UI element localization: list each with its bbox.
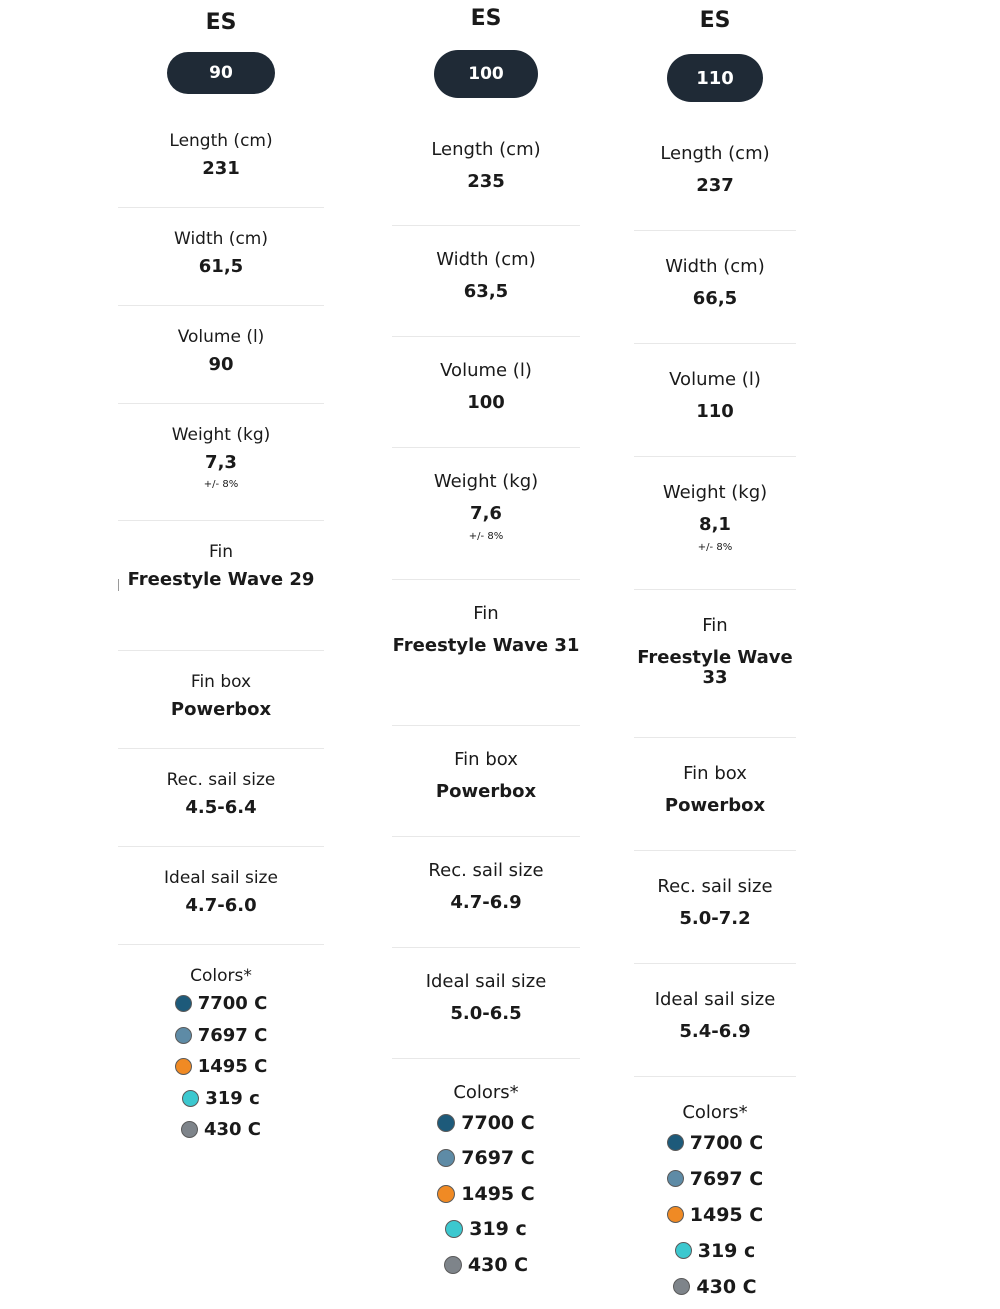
color-dot-icon <box>181 1121 198 1138</box>
color-code: 430 C <box>467 1253 529 1276</box>
spec-value: Freestyle Wave 29 <box>127 568 315 590</box>
spec-row-length-cm <box>118 110 324 208</box>
brand-label: ES <box>205 10 237 35</box>
spec-label: Rec. sail size <box>166 770 276 790</box>
spec-row-fin <box>118 521 324 651</box>
color-code: 430 C <box>696 1275 757 1298</box>
color-dot-icon <box>437 1114 455 1132</box>
spec-label: Length (cm) <box>431 139 541 160</box>
color-code: 319 c <box>205 1087 260 1109</box>
spec-row-fin-box <box>118 651 324 749</box>
colors-section <box>118 945 324 1146</box>
spec-label: Fin box <box>683 763 747 784</box>
spec-value: Powerbox <box>664 794 766 816</box>
color-code: 7697 C <box>689 1167 764 1190</box>
color-code: 7697 C <box>197 1024 268 1046</box>
color-swatch-row <box>392 1212 580 1248</box>
color-swatch-row <box>118 1051 324 1083</box>
spec-value: 235 <box>467 170 505 192</box>
colors-label: Colors* <box>190 966 252 986</box>
spec-value: Powerbox <box>435 780 537 802</box>
brand-label: ES <box>699 8 731 33</box>
spec-row-weight-kg <box>634 457 796 590</box>
color-swatch-row <box>392 1105 580 1141</box>
spec-value: 5.0-7.2 <box>679 907 751 929</box>
spec-value: 4.7-6.9 <box>450 891 522 913</box>
spec-label: Fin <box>473 603 499 624</box>
spec-value: 4.5-6.4 <box>185 796 257 818</box>
spec-note: +/- 8% <box>203 479 239 491</box>
spec-value: Freestyle Wave 31 <box>392 634 580 656</box>
spec-value: 237 <box>696 174 734 196</box>
size-pill: 100 <box>434 50 538 98</box>
spec-value: 7,6 <box>470 502 502 524</box>
color-dot-icon <box>667 1170 684 1187</box>
color-swatch-row <box>392 1247 580 1283</box>
spec-value: Freestyle Wave 33 <box>637 646 793 688</box>
spec-row-rec-sail-size <box>118 749 324 847</box>
spec-label: Volume (l) <box>669 369 761 390</box>
spec-row-fin-box <box>634 738 796 851</box>
spec-label: Rec. sail size <box>428 860 544 881</box>
spec-row-rec-sail-size <box>634 851 796 964</box>
spec-label: Fin box <box>190 672 252 692</box>
color-code: 1495 C <box>197 1056 268 1078</box>
brand-label: ES <box>470 6 502 31</box>
spec-label: Ideal sail size <box>654 989 776 1010</box>
spec-row-rec-sail-size <box>392 837 580 948</box>
spec-value: 90 <box>208 353 234 375</box>
spec-label: Weight (kg) <box>171 425 271 445</box>
spec-label: Fin <box>702 615 728 636</box>
color-code: 1495 C <box>689 1203 764 1226</box>
spec-note: +/- 8% <box>468 530 504 542</box>
spec-row-ideal-sail-size <box>634 964 796 1077</box>
color-swatch-row <box>118 1082 324 1114</box>
color-swatch-row <box>634 1125 796 1161</box>
color-dot-icon <box>667 1206 684 1223</box>
spec-row-volume-l <box>392 337 580 448</box>
color-swatch-row <box>634 1269 796 1305</box>
color-swatch-row <box>118 1114 324 1146</box>
color-dot-icon <box>445 1220 463 1238</box>
color-dot-icon <box>667 1134 684 1151</box>
spec-label: Width (cm) <box>436 249 536 270</box>
spec-row-width-cm <box>634 231 796 344</box>
color-dot-icon <box>175 995 192 1012</box>
color-dot-icon <box>182 1090 199 1107</box>
spec-row-width-cm <box>118 208 324 306</box>
colors-label: Colors* <box>453 1082 519 1103</box>
spec-label: Length (cm) <box>169 131 273 151</box>
color-code: 7697 C <box>461 1147 535 1170</box>
color-swatch-row <box>392 1176 580 1212</box>
color-code: 319 c <box>697 1239 756 1262</box>
spec-row-weight-kg <box>392 448 580 580</box>
spec-value: 7,3 <box>205 451 237 473</box>
spec-value: 61,5 <box>198 255 244 277</box>
size-pill: 90 <box>167 52 275 94</box>
spec-value: 8,1 <box>699 513 731 535</box>
color-swatch-row <box>634 1197 796 1233</box>
spec-label: Volume (l) <box>440 360 532 381</box>
spec-row-fin <box>392 580 580 726</box>
spec-value: 110 <box>696 400 734 422</box>
spec-label: Width (cm) <box>174 229 268 249</box>
spec-row-length-cm <box>634 118 796 231</box>
spec-label: Weight (kg) <box>662 482 768 503</box>
color-code: 430 C <box>203 1119 262 1141</box>
spec-value: 63,5 <box>463 280 509 302</box>
spec-value: 66,5 <box>692 287 738 309</box>
colors-label: Colors* <box>682 1102 748 1123</box>
color-code: 1495 C <box>461 1182 535 1205</box>
spec-note: +/- 8% <box>697 541 733 553</box>
spec-label: Ideal sail size <box>164 868 278 888</box>
color-dot-icon <box>437 1149 455 1167</box>
color-dot-icon <box>175 1058 192 1075</box>
color-code: 7700 C <box>461 1111 535 1134</box>
spec-label: Ideal sail size <box>425 971 547 992</box>
spec-value: Powerbox <box>170 698 272 720</box>
spec-row-volume-l <box>118 306 324 404</box>
spec-value: 4.7-6.0 <box>185 894 257 916</box>
spec-label: Volume (l) <box>177 327 265 347</box>
spec-value: 231 <box>202 157 240 179</box>
colors-section <box>392 1059 580 1283</box>
spec-value: 5.4-6.9 <box>679 1020 751 1042</box>
spec-label: Width (cm) <box>665 256 765 277</box>
spec-row-weight-kg <box>118 404 324 521</box>
spec-row-ideal-sail-size <box>118 847 324 945</box>
spec-row-width-cm <box>392 226 580 337</box>
spec-row-volume-l <box>634 344 796 457</box>
spec-label: Length (cm) <box>660 143 770 164</box>
spec-row-length-cm <box>392 116 580 226</box>
color-swatch-row <box>634 1161 796 1197</box>
color-code: 319 c <box>469 1218 527 1241</box>
spec-label: Fin <box>208 542 234 562</box>
spec-label: Rec. sail size <box>657 876 773 897</box>
size-pill: 110 <box>667 54 763 102</box>
color-dot-icon <box>175 1027 192 1044</box>
color-swatch-row <box>634 1233 796 1269</box>
color-dot-icon <box>673 1278 690 1295</box>
spec-row-fin-box <box>392 726 580 837</box>
color-dot-icon <box>675 1242 692 1259</box>
color-swatch-row <box>118 1019 324 1051</box>
color-dot-icon <box>444 1256 462 1274</box>
color-code: 7700 C <box>197 992 268 1014</box>
spec-value: 5.0-6.5 <box>450 1002 522 1024</box>
spec-label: Weight (kg) <box>433 471 539 492</box>
spec-row-fin <box>634 590 796 738</box>
spec-value: 100 <box>467 391 505 413</box>
color-swatch-row <box>392 1140 580 1176</box>
spec-label: Fin box <box>454 749 518 770</box>
colors-section <box>634 1077 796 1305</box>
color-code: 7700 C <box>689 1131 764 1154</box>
color-dot-icon <box>437 1185 455 1203</box>
color-swatch-row <box>118 988 324 1020</box>
spec-row-ideal-sail-size <box>392 948 580 1059</box>
